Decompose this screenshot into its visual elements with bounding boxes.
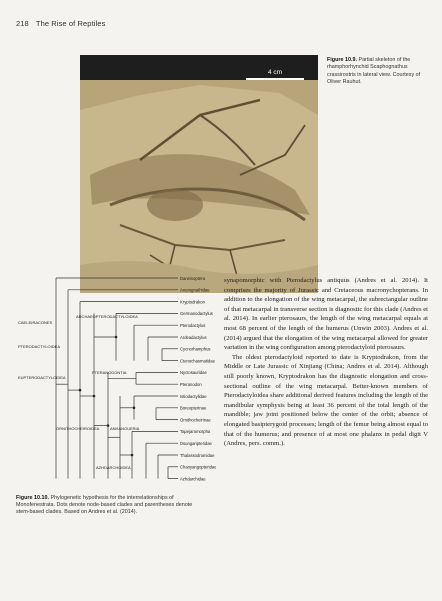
cladogram xyxy=(16,270,216,490)
taxon-label: Tapejaromorpha xyxy=(180,429,211,435)
figure-10-9-text: Partial skeleton of the rhamphorhynchid Scaphognathus crassirostris in lateral view. Courtesy of Oliver Rauhut. xyxy=(327,57,421,86)
taxon-label: Ardeadactylus xyxy=(180,334,207,340)
clade-label: AZHDARCHOIDEA xyxy=(96,465,131,470)
figure-10-10-label: Figure 10.10. xyxy=(16,495,49,501)
page-number: 218 xyxy=(16,19,29,28)
paragraph: The oldest pterodactyloid reported to date is Kryptodrakon, from the Middle or Late Jurassic of Xinjiang (China; Andres et al. 2014). Although still poorly known, Kryptodrakon has the diagnostic elongation and cross-sectional outline of the wing metacarpal. Better-known members of Pterodactyloidea share additional derived features including the length of the mandibular symphysis being at least 36 percent of the total length of the mandible; jaw joint positioned below the center of the orbit; absence of elongated basipterygoid processes; length of the femur being almost equal to that of the humerus; and presence of at most one phalanx in pedal digit V (Andres, pers. comm.). xyxy=(224,353,428,448)
taxon-label: Nyctosauridae xyxy=(180,370,207,376)
taxon-label: Boreopterinae xyxy=(180,405,207,411)
taxon-label: Pterodactylus xyxy=(180,323,206,328)
body-text xyxy=(224,276,428,449)
book-title: The Rise of Reptiles xyxy=(35,19,106,28)
taxon-label: Azhdarchidae xyxy=(180,476,206,482)
clade-label: ANHANGUERIA xyxy=(110,426,140,431)
taxon-label: Darwinoptera xyxy=(180,275,205,281)
taxon-label: Germanodactylus xyxy=(180,311,213,317)
clade-label: PTERANODONTIA xyxy=(92,370,127,375)
paragraph: synapomorphic with Pterodactylus antiquus (Andres et al. 2014). It comprises the majority of Jurassic and Cretaceous macronychopterans. In addition to the elongation of the wing metacarpal, the subrectangular outline of that metacarpal in transverse section is diagnostic for this clade (Andres et al. 2014). In earlier pterosaurs, the length of the wing metacarpal equals at most 68 percent of the length of the humerus (Unwin 2003). Andres et al. (2014) argued that the elongation of the wing metacarpal allowed for greater variation in the wing configuration among pterodactyloid pterosaurs. xyxy=(224,277,428,352)
clade-label: ORNITHOCHEIROIDEA xyxy=(56,426,100,431)
taxon-label: Ornithocheirinae xyxy=(180,417,211,423)
taxon-label: Cycnorhamphus xyxy=(180,346,211,352)
clade-label: PTERODACTYLOIDEA xyxy=(18,344,61,349)
running-header xyxy=(16,19,105,28)
taxon-label: Chaoyangopteridae xyxy=(180,464,216,470)
taxon-label: Istiodactylidae xyxy=(180,393,207,399)
taxon-label: Kryptodrakon xyxy=(180,299,205,305)
taxon-label: Dsungaripteridae xyxy=(180,441,212,446)
taxon-label: Anurognathidae xyxy=(180,287,210,293)
figure-10-10-text: Phylogenetic hypothesis for the interrelationships of Monofenestrata. Dots denote node-based clades and parentheses denote stem-based clades. xyxy=(16,495,193,516)
taxon-label: Thalassodromidae xyxy=(180,452,215,458)
taxon-label: Ctenochasmatidae xyxy=(180,358,215,364)
fossil-photo xyxy=(80,55,318,293)
clade-label: ARCHAEOPTERODACTYLOIDEA xyxy=(76,314,138,319)
scale-label: 4 cm xyxy=(268,69,283,76)
scale-bar xyxy=(246,78,304,80)
figure-10-10-credit: Based on Andres et al. (2014). xyxy=(64,509,138,516)
taxon-label: Pteranodon xyxy=(180,382,202,387)
figure-10-9-label: Figure 10.9. xyxy=(327,57,357,63)
clade-label: CAELIDRACONES xyxy=(18,320,53,325)
clade-label: EUPTERODACTYLOIDEA xyxy=(18,375,66,380)
figure-10-10-caption xyxy=(16,495,206,517)
figure-10-9-caption xyxy=(327,57,427,87)
